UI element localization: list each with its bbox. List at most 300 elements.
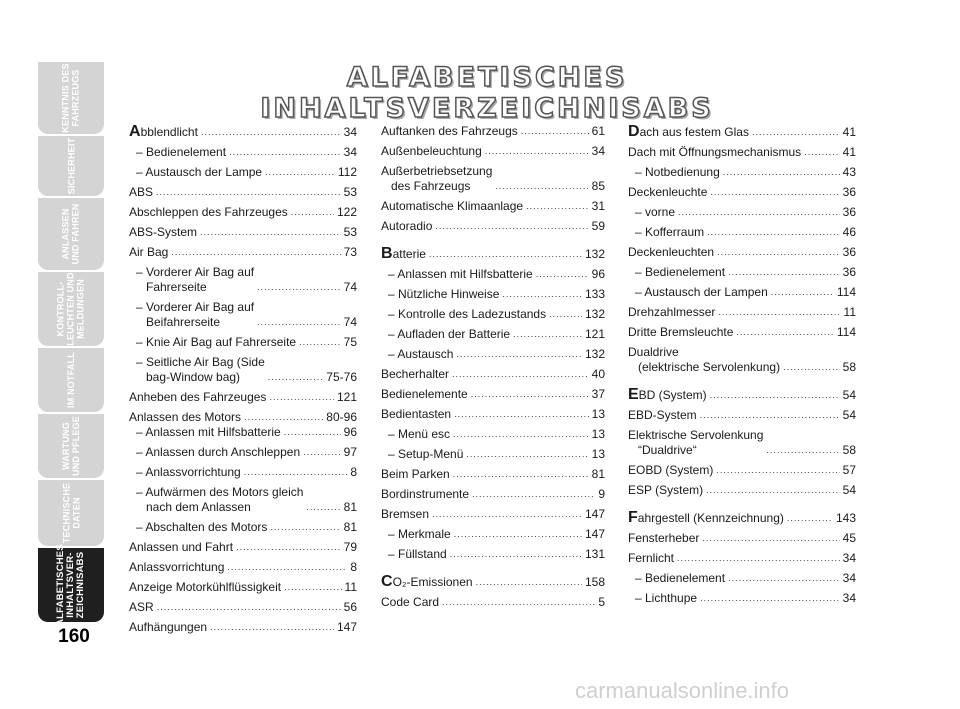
index-entry bbox=[628, 124, 856, 140]
index-entry bbox=[381, 307, 605, 322]
index-entry bbox=[381, 595, 605, 610]
dot-leader bbox=[265, 168, 335, 177]
dot-leader bbox=[299, 338, 341, 347]
entry-text: Außenbeleuchtung bbox=[381, 144, 482, 158]
index-entry bbox=[129, 520, 357, 535]
dot-leader bbox=[429, 250, 582, 259]
index-entry bbox=[628, 205, 856, 220]
dot-leader bbox=[804, 148, 839, 157]
entry-label bbox=[628, 510, 784, 526]
page-ref: 41 bbox=[842, 125, 856, 139]
dot-leader bbox=[454, 410, 589, 419]
entry-text: – Austausch bbox=[388, 347, 454, 361]
page-ref: 58 bbox=[842, 360, 856, 374]
entry-text: Bremsen bbox=[381, 507, 430, 521]
dot-leader bbox=[171, 248, 340, 257]
entry-label bbox=[136, 355, 265, 385]
entry-label bbox=[628, 124, 749, 140]
page-ref: 85 bbox=[591, 179, 605, 193]
entry-text: – Notbedienung bbox=[635, 165, 720, 179]
index-entry bbox=[628, 551, 856, 566]
dot-leader bbox=[229, 148, 341, 157]
dot-leader bbox=[291, 208, 334, 217]
watermark: carmanualsonline.info bbox=[575, 678, 790, 703]
entry-label bbox=[635, 205, 675, 220]
index-entry bbox=[129, 165, 357, 180]
entry-text: – Austausch der Lampen bbox=[635, 285, 768, 299]
index-entry bbox=[628, 408, 856, 423]
dot-leader bbox=[200, 228, 341, 237]
tab-label: ANLASSEN UND FAHREN bbox=[60, 203, 81, 265]
dot-leader bbox=[521, 127, 589, 136]
dot-leader bbox=[526, 202, 589, 211]
dot-leader bbox=[284, 583, 341, 592]
entry-label bbox=[381, 246, 426, 262]
entry-text: O₂-Emissionen bbox=[392, 575, 473, 589]
page-ref: 143 bbox=[835, 511, 856, 525]
dot-leader bbox=[257, 318, 341, 327]
entry-text: ESP (System) bbox=[628, 483, 704, 497]
entry-label bbox=[136, 145, 226, 160]
index-entry bbox=[628, 510, 856, 526]
index-entry bbox=[381, 574, 605, 590]
dot-leader bbox=[787, 514, 833, 523]
entry-label bbox=[136, 335, 296, 350]
index-entry bbox=[129, 265, 357, 295]
page-ref: 97 bbox=[343, 445, 357, 459]
tab-wartung[interactable] bbox=[38, 414, 104, 478]
dot-leader bbox=[700, 411, 840, 420]
page-ref: 147 bbox=[584, 507, 605, 521]
tab-notfall[interactable] bbox=[38, 348, 104, 412]
dot-leader bbox=[513, 330, 582, 339]
entry-label bbox=[381, 507, 429, 522]
index-entry bbox=[129, 540, 357, 555]
index-entry bbox=[381, 124, 605, 139]
dot-leader bbox=[677, 554, 840, 563]
dot-leader bbox=[717, 248, 840, 257]
index-entry bbox=[381, 246, 605, 262]
tab-kenntnis[interactable] bbox=[38, 62, 104, 134]
dot-leader bbox=[723, 168, 840, 177]
page-ref: 36 bbox=[842, 205, 856, 219]
entry-label bbox=[628, 145, 801, 160]
page-ref: 13 bbox=[591, 447, 605, 461]
entry-text: – Kontrolle des Ladezustands bbox=[388, 307, 547, 321]
dot-leader bbox=[303, 448, 341, 457]
entry-text: – Austausch der Lampe bbox=[136, 165, 263, 179]
index-entry bbox=[628, 325, 856, 340]
dot-leader bbox=[700, 594, 840, 603]
entry-text: Anheben des Fahrzeuges bbox=[129, 390, 267, 404]
tab-label: ALFABETISCHES INHALTSVER- ZEICHNISABS bbox=[55, 544, 86, 626]
entry-text: – Setup-Menü bbox=[388, 447, 464, 461]
entry-label bbox=[381, 199, 523, 214]
tab-label: WARTUNG UND PFLEGE bbox=[60, 415, 81, 477]
page-ref: 80-96 bbox=[326, 410, 357, 424]
entry-text: Anlassen des Motors bbox=[129, 410, 242, 424]
entry-label bbox=[381, 219, 432, 234]
entry-label bbox=[129, 540, 233, 555]
entry-label bbox=[129, 620, 207, 635]
page-ref: 81 bbox=[343, 520, 357, 534]
page-ref: 73 bbox=[343, 245, 357, 259]
dot-leader bbox=[236, 543, 341, 552]
index-entry bbox=[129, 390, 357, 405]
page-ref: 121 bbox=[584, 327, 605, 341]
initial-letter: E bbox=[628, 386, 639, 403]
page-ref: 41 bbox=[842, 145, 856, 159]
page-ref: 46 bbox=[842, 225, 856, 239]
entry-label bbox=[388, 267, 533, 282]
dot-leader bbox=[268, 373, 324, 382]
entry-label bbox=[136, 520, 267, 535]
entry-label bbox=[381, 487, 469, 502]
entry-text: – Merkmale bbox=[388, 527, 451, 541]
entry-label bbox=[381, 467, 450, 482]
entry-text: – Bedienelement bbox=[635, 571, 726, 585]
dot-leader bbox=[244, 413, 323, 422]
index-entry bbox=[129, 580, 357, 595]
index-entry bbox=[628, 483, 856, 498]
dot-leader bbox=[466, 450, 588, 459]
index-entry bbox=[628, 531, 856, 546]
entry-label bbox=[388, 527, 451, 542]
entry-text: Anlassen und Fahrt bbox=[129, 540, 234, 554]
dot-leader bbox=[244, 468, 348, 477]
entry-label bbox=[129, 410, 241, 425]
page-ref: 34 bbox=[343, 125, 357, 139]
page-ref: 121 bbox=[336, 390, 357, 404]
index-entry bbox=[129, 465, 357, 480]
dot-leader bbox=[771, 288, 834, 297]
entry-label bbox=[388, 347, 453, 362]
entry-label bbox=[635, 591, 697, 606]
entry-text: – Anlassen durch Anschleppen bbox=[136, 445, 301, 459]
index-entry bbox=[628, 463, 856, 478]
entry-label bbox=[129, 124, 198, 140]
index-entry bbox=[129, 410, 357, 425]
page-ref: 74 bbox=[343, 280, 357, 294]
index-entry bbox=[129, 445, 357, 460]
entry-text: Code Card bbox=[381, 595, 440, 609]
entry-text: – Abschalten des Motors bbox=[136, 520, 268, 534]
tab-sicherheit[interactable] bbox=[38, 136, 104, 196]
page-ref: 11 bbox=[843, 305, 856, 319]
entry-label bbox=[635, 225, 704, 240]
entry-text: ahrgestell (Kennzeichnung) bbox=[637, 511, 784, 525]
dot-leader bbox=[270, 523, 340, 532]
index-entry bbox=[628, 145, 856, 160]
index-entry bbox=[129, 560, 357, 575]
dot-leader bbox=[728, 268, 840, 277]
entry-label bbox=[136, 425, 281, 440]
entry-text: Elektrische Servolenkung “Dualdrive“ bbox=[628, 428, 764, 457]
entry-label bbox=[388, 327, 510, 342]
index-entry bbox=[381, 387, 605, 402]
index-entry bbox=[129, 335, 357, 350]
dot-leader bbox=[716, 466, 839, 475]
page-title: ALFABETISCHES INHALTSVERZEICHNISABS bbox=[260, 62, 714, 124]
index-entry bbox=[381, 267, 605, 282]
page-ref: 43 bbox=[842, 165, 856, 179]
page-ref: 147 bbox=[336, 620, 357, 634]
page-ref: 133 bbox=[584, 287, 605, 301]
index-column-3 bbox=[628, 124, 856, 611]
entry-label bbox=[381, 595, 439, 610]
entry-text: Bedientasten bbox=[381, 407, 452, 421]
dot-leader bbox=[783, 363, 840, 372]
dot-leader bbox=[702, 534, 839, 543]
entry-label bbox=[628, 185, 707, 200]
tab-label: SICHERHEIT bbox=[65, 137, 76, 195]
page-ref: 96 bbox=[343, 425, 357, 439]
entry-text: – Bedienelement bbox=[635, 265, 726, 279]
entry-label bbox=[381, 164, 492, 194]
entry-label bbox=[381, 367, 449, 382]
page-ref: 34 bbox=[343, 145, 357, 159]
entry-text: Abschleppen des Fahrzeuges bbox=[129, 205, 288, 219]
tab-label: KONTROLL- LEUCHTEN UND MELDUNGEN bbox=[56, 272, 86, 346]
page-ref: 34 bbox=[842, 571, 856, 585]
entry-text: Deckenleuchte bbox=[628, 185, 708, 199]
entry-label bbox=[136, 300, 254, 330]
entry-text: – Aufwärmen des Motors gleich nach dem Anlassen bbox=[136, 485, 304, 514]
entry-text: EBD-System bbox=[628, 408, 697, 422]
dot-leader bbox=[678, 208, 840, 217]
entry-text: Becherhalter bbox=[381, 367, 450, 381]
index-column-2 bbox=[381, 124, 605, 615]
page-ref: 13 bbox=[591, 427, 605, 441]
entry-text: Dualdrive (elektrische Servolenkung) bbox=[628, 345, 781, 374]
index-entry bbox=[381, 547, 605, 562]
index-entry bbox=[129, 185, 357, 200]
index-entry bbox=[628, 345, 856, 375]
index-entry bbox=[381, 447, 605, 462]
dot-leader bbox=[432, 510, 582, 519]
entry-text: – Lichthupe bbox=[635, 591, 698, 605]
page-ref: 5 bbox=[598, 595, 605, 609]
page-ref: 114 bbox=[836, 325, 856, 339]
page-ref: 54 bbox=[842, 408, 856, 422]
entry-label bbox=[129, 185, 153, 200]
entry-label bbox=[129, 600, 154, 615]
entry-text: Autoradio bbox=[381, 219, 433, 233]
entry-label bbox=[381, 574, 473, 590]
index-entry bbox=[628, 285, 856, 300]
page-ref: 36 bbox=[842, 265, 856, 279]
entry-text: – Menü esc bbox=[388, 427, 451, 441]
entry-label bbox=[388, 547, 447, 562]
entry-text: – vorne bbox=[635, 205, 676, 219]
entry-label bbox=[129, 225, 197, 240]
tab-inhaltsverzeichnis[interactable] bbox=[38, 544, 104, 626]
page-ref: 34 bbox=[842, 591, 856, 605]
index-entry bbox=[628, 571, 856, 586]
dot-leader bbox=[549, 310, 582, 319]
entry-text: – Anlassvorrichtung bbox=[136, 465, 241, 479]
entry-label bbox=[136, 445, 300, 460]
index-entry bbox=[381, 347, 605, 362]
entry-text: Deckenleuchten bbox=[628, 245, 715, 259]
entry-label bbox=[381, 387, 468, 402]
dot-leader bbox=[706, 486, 840, 495]
tab-kontrollleuchten[interactable] bbox=[38, 272, 104, 346]
page-ref: 11 bbox=[344, 580, 357, 594]
dot-leader bbox=[453, 470, 589, 479]
dot-leader bbox=[456, 350, 582, 359]
index-entry bbox=[628, 387, 856, 403]
index-entry bbox=[628, 185, 856, 200]
dot-leader bbox=[736, 328, 833, 337]
entry-text: Air Bag bbox=[129, 245, 169, 259]
entry-text: Anzeige Motorkühlflüssigkeit bbox=[129, 580, 282, 594]
dot-leader bbox=[707, 228, 839, 237]
index-entry bbox=[628, 305, 856, 320]
entry-text: Aufhängungen bbox=[129, 620, 208, 634]
index-entry bbox=[129, 620, 357, 635]
dot-leader bbox=[306, 503, 340, 512]
page-ref: 45 bbox=[842, 531, 856, 545]
dot-leader bbox=[536, 270, 589, 279]
page-ref: 131 bbox=[584, 547, 605, 561]
index-entry bbox=[381, 507, 605, 522]
page-ref: 37 bbox=[591, 387, 605, 401]
dot-leader bbox=[728, 574, 840, 583]
entry-text: – Seitliche Air Bag (Side bag-Window bag) bbox=[136, 355, 265, 384]
page-ref: 112 bbox=[337, 165, 357, 179]
page-ref: 8 bbox=[350, 560, 357, 574]
dot-leader bbox=[718, 308, 840, 317]
dot-leader bbox=[157, 603, 341, 612]
entry-text: BD (System) bbox=[638, 388, 707, 402]
dot-leader bbox=[452, 370, 589, 379]
index-entry bbox=[381, 144, 605, 159]
entry-text: – Vorderer Air Bag auf Fahrerseite bbox=[136, 265, 255, 294]
page-ref: 36 bbox=[842, 185, 856, 199]
page-ref: 13 bbox=[591, 407, 605, 421]
entry-text: Fernlicht bbox=[628, 551, 675, 565]
dot-leader bbox=[766, 446, 839, 455]
entry-text: – Vorderer Air Bag auf Beifahrerseite bbox=[136, 300, 255, 329]
dot-leader bbox=[435, 222, 588, 231]
dot-leader bbox=[471, 390, 589, 399]
entry-text: – Anlassen mit Hilfsbatterie bbox=[388, 267, 533, 281]
tab-anlassen[interactable] bbox=[38, 198, 104, 270]
index-entry bbox=[628, 428, 856, 458]
index-entry bbox=[129, 485, 357, 515]
index-entry bbox=[381, 467, 605, 482]
index-entry bbox=[129, 145, 357, 160]
page-ref: 34 bbox=[842, 551, 856, 565]
entry-text: ABS-System bbox=[129, 225, 198, 239]
page-ref: 53 bbox=[343, 185, 357, 199]
page-ref: 57 bbox=[842, 463, 856, 477]
index-entry bbox=[129, 225, 357, 240]
page-ref: 81 bbox=[343, 500, 357, 514]
entry-text: – Aufladen der Batterie bbox=[388, 327, 511, 341]
entry-text: Automatische Klimaanlage bbox=[381, 199, 524, 213]
entry-label bbox=[388, 307, 546, 322]
dot-leader bbox=[450, 550, 582, 559]
page-ref: 36 bbox=[842, 245, 856, 259]
initial-letter: D bbox=[628, 123, 640, 140]
dot-leader bbox=[710, 188, 839, 197]
entry-label bbox=[628, 325, 733, 340]
dot-leader bbox=[502, 290, 582, 299]
page-ref: 54 bbox=[842, 388, 856, 402]
index-entry bbox=[381, 287, 605, 302]
page-number: 160 bbox=[58, 626, 90, 647]
dot-leader bbox=[485, 147, 589, 156]
entry-text: Dach mit Öffnungsmechanismus bbox=[628, 145, 802, 159]
entry-text: atterie bbox=[392, 247, 426, 261]
index-entry bbox=[628, 225, 856, 240]
index-entry bbox=[381, 219, 605, 234]
page-ref: 132 bbox=[584, 307, 605, 321]
entry-text: – Bedienelement bbox=[136, 145, 227, 159]
index-entry bbox=[628, 245, 856, 260]
entry-label bbox=[136, 265, 254, 295]
entry-label bbox=[388, 287, 499, 302]
page-ref: 75 bbox=[343, 335, 357, 349]
entry-label bbox=[628, 387, 707, 403]
tab-technische-daten[interactable] bbox=[38, 480, 104, 546]
entry-text: bblendlicht bbox=[140, 125, 198, 139]
entry-label bbox=[129, 560, 224, 575]
page-ref: 61 bbox=[591, 124, 605, 138]
tab-label: TECHNISCHE DATEN bbox=[60, 482, 81, 544]
entry-label bbox=[381, 124, 518, 139]
entry-label bbox=[136, 465, 241, 480]
entry-text: – Anlassen mit Hilfsbatterie bbox=[136, 425, 281, 439]
page-ref: 132 bbox=[584, 347, 605, 361]
index-entry bbox=[381, 327, 605, 342]
entry-label bbox=[388, 447, 463, 462]
entry-label bbox=[129, 205, 288, 220]
page-ref: 122 bbox=[336, 205, 357, 219]
dot-leader bbox=[227, 563, 347, 572]
entry-label bbox=[635, 265, 725, 280]
dot-leader bbox=[269, 393, 334, 402]
index-entry bbox=[129, 425, 357, 440]
initial-letter: A bbox=[129, 123, 141, 140]
page-ref: 8 bbox=[350, 465, 357, 479]
tab-label: IM NOTFALL bbox=[66, 352, 76, 408]
page-ref: 114 bbox=[836, 285, 856, 299]
entry-label bbox=[635, 285, 768, 300]
index-entry bbox=[381, 487, 605, 502]
page-ref: 34 bbox=[591, 144, 605, 158]
initial-letter: C bbox=[381, 573, 393, 590]
entry-text: – Füllstand bbox=[388, 547, 447, 561]
entry-label bbox=[628, 245, 714, 260]
page-ref: 58 bbox=[842, 443, 856, 457]
entry-text: – Nützliche Hinweise bbox=[388, 287, 500, 301]
dot-leader bbox=[495, 182, 588, 191]
entry-label bbox=[628, 463, 713, 478]
entry-text: Drehzahlmesser bbox=[628, 305, 716, 319]
page-ref: 81 bbox=[591, 467, 605, 481]
index-entry bbox=[129, 355, 357, 385]
entry-text: Dritte Bremsleuchte bbox=[628, 325, 734, 339]
page-ref: 75-76 bbox=[326, 370, 357, 384]
index-entry bbox=[628, 591, 856, 606]
index-entry bbox=[628, 265, 856, 280]
initial-letter: B bbox=[381, 245, 393, 262]
page-ref: 53 bbox=[343, 225, 357, 239]
dot-leader bbox=[710, 391, 840, 400]
